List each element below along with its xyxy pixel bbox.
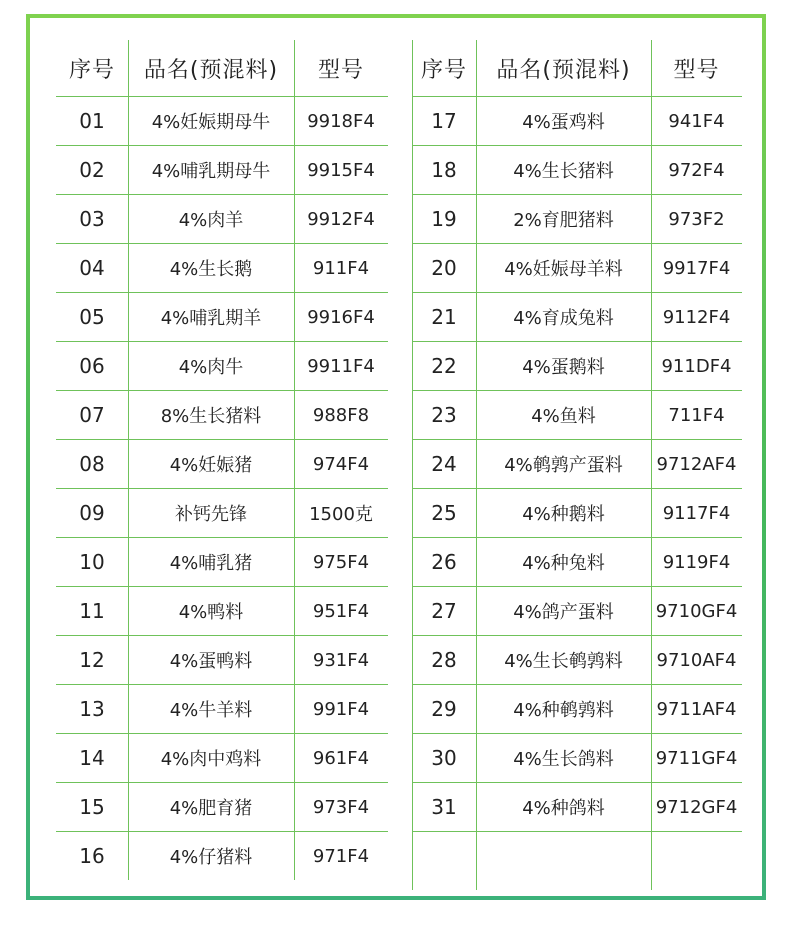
row-model: 941F4 [668, 110, 725, 132]
table-row [412, 146, 742, 195]
table-row [56, 195, 388, 244]
row-seq: 29 [431, 697, 457, 721]
table-row [412, 195, 742, 244]
row-seq: 02 [79, 158, 105, 182]
row-name: 4%生长鸽料 [513, 749, 614, 770]
row-name: 4%哺乳期母牛 [151, 161, 271, 182]
row-name: 4%生长鹌鹑料 [504, 651, 623, 672]
row-seq: 30 [431, 746, 457, 770]
row-model: 973F4 [312, 796, 370, 818]
table-row [412, 440, 742, 489]
table-row [412, 587, 742, 636]
row-seq: 22 [431, 354, 457, 378]
row-name: 4%种鹅料 [522, 504, 605, 525]
header-seq: 序号 [420, 57, 467, 83]
left-table-panel [56, 40, 388, 880]
row-seq: 18 [431, 158, 457, 182]
row-name: 4%哺乳猪 [169, 553, 253, 574]
table-row [56, 783, 388, 832]
row-seq: 17 [431, 109, 457, 133]
row-name: 4%生长鹅 [169, 259, 253, 280]
row-seq: 03 [79, 207, 105, 231]
row-name: 4%肉牛 [178, 357, 244, 378]
table-row [56, 587, 388, 636]
row-seq: 27 [431, 599, 457, 623]
row-name: 4%鸽产蛋料 [513, 602, 614, 623]
column-divider [294, 40, 295, 880]
table-row [412, 97, 742, 146]
row-name: 4%生长猪料 [513, 161, 614, 182]
row-model: 9112F4 [662, 306, 731, 328]
row-model: 1500克 [309, 504, 373, 525]
row-name: 4%仔猪料 [169, 847, 253, 868]
row-seq: 04 [79, 256, 105, 280]
row-seq: 15 [79, 795, 105, 819]
row-seq: 26 [431, 550, 457, 574]
row-model: 961F4 [312, 747, 370, 769]
row-name [476, 832, 651, 880]
table-row [56, 97, 388, 146]
table-row [56, 489, 388, 538]
row-name: 4%肥育猪 [169, 798, 253, 819]
row-seq: 12 [79, 648, 105, 672]
row-name: 4%育成兔料 [513, 308, 614, 329]
row-seq: 10 [79, 550, 105, 574]
row-seq: 13 [79, 697, 105, 721]
row-name: 4%蛋鹅料 [522, 357, 605, 378]
row-seq [412, 832, 476, 880]
row-seq: 24 [431, 452, 457, 476]
row-name: 4%鹌鹑产蛋料 [504, 455, 623, 476]
row-model: 9912F4 [307, 208, 375, 230]
row-model: 9915F4 [307, 159, 375, 181]
row-name: 4%妊娠期母牛 [151, 112, 271, 133]
row-seq: 20 [431, 256, 457, 280]
row-seq: 11 [79, 599, 105, 623]
table-row [56, 342, 388, 391]
table-row [412, 832, 742, 880]
row-seq: 14 [79, 746, 105, 770]
row-seq: 07 [79, 403, 105, 427]
row-name: 2%育肥猪料 [513, 210, 614, 231]
header-seq: 序号 [68, 57, 115, 83]
row-name: 8%生长猪料 [160, 406, 262, 427]
table-row [412, 685, 742, 734]
column-divider [412, 40, 413, 890]
row-name: 4%种鹌鹑料 [513, 700, 614, 721]
table-header [412, 40, 742, 97]
row-model: 9712AF4 [656, 453, 737, 475]
row-seq: 28 [431, 648, 457, 672]
row-name: 4%鸭料 [178, 602, 244, 623]
table-row [412, 783, 742, 832]
row-seq: 05 [79, 305, 105, 329]
header-name: 品名(预混料) [143, 57, 279, 83]
row-seq: 19 [431, 207, 457, 231]
table-row [56, 244, 388, 293]
row-model: 9712GF4 [655, 796, 738, 818]
row-model: 9710GF4 [655, 600, 738, 622]
row-name: 4%肉羊 [178, 210, 244, 231]
row-model: 9917F4 [662, 257, 731, 279]
right-table-body [412, 97, 742, 880]
table-row [412, 636, 742, 685]
table-header [56, 40, 388, 97]
row-model: 9711AF4 [656, 698, 737, 720]
row-model: 971F4 [312, 845, 370, 867]
table-row [56, 440, 388, 489]
row-seq: 16 [79, 844, 105, 868]
row-model: 931F4 [312, 649, 370, 671]
row-model: 988F8 [312, 404, 370, 426]
row-name: 4%肉中鸡料 [160, 749, 262, 770]
table-row [412, 538, 742, 587]
table-row [56, 146, 388, 195]
row-seq: 06 [79, 354, 105, 378]
row-name: 4%蛋鸭料 [169, 651, 253, 672]
row-name: 4%哺乳期羊 [160, 308, 262, 329]
header-model: 型号 [317, 57, 364, 83]
row-model: 911F4 [312, 257, 370, 279]
table-row [56, 636, 388, 685]
row-model: 711F4 [668, 404, 725, 426]
column-divider [651, 40, 652, 890]
row-seq: 08 [79, 452, 105, 476]
row-model [651, 832, 742, 880]
row-model: 9119F4 [662, 551, 731, 573]
row-model: 9711GF4 [655, 747, 738, 769]
row-name: 4%种兔料 [522, 553, 605, 574]
row-model: 9911F4 [307, 355, 375, 377]
row-model: 911DF4 [661, 355, 732, 377]
table-row [56, 685, 388, 734]
column-divider [476, 40, 477, 890]
row-name: 4%鱼料 [531, 406, 596, 427]
table-row [412, 293, 742, 342]
column-divider [128, 40, 129, 880]
table-row [56, 734, 388, 783]
table-row [56, 391, 388, 440]
table-row [412, 734, 742, 783]
row-name: 4%蛋鸡料 [522, 112, 605, 133]
row-name: 4%种鸽料 [522, 798, 605, 819]
row-seq: 21 [431, 305, 457, 329]
row-model: 973F2 [668, 208, 725, 230]
row-model: 974F4 [312, 453, 370, 475]
row-name: 4%牛羊料 [169, 700, 253, 721]
table-row [56, 293, 388, 342]
row-seq: 01 [79, 109, 105, 133]
row-model: 951F4 [312, 600, 370, 622]
header-name: 品名(预混料) [496, 57, 631, 83]
table-row [56, 538, 388, 587]
row-model: 991F4 [312, 698, 370, 720]
row-seq: 31 [431, 795, 457, 819]
row-name: 补钙先锋 [175, 504, 247, 525]
table-row [412, 489, 742, 538]
table-row [412, 244, 742, 293]
row-model: 9918F4 [307, 110, 375, 132]
row-model: 9916F4 [307, 306, 375, 328]
row-name: 4%妊娠母羊料 [504, 259, 623, 280]
row-seq: 25 [431, 501, 457, 525]
table-row [412, 391, 742, 440]
table-row [56, 832, 388, 880]
left-table-body [56, 97, 388, 880]
row-model: 9117F4 [662, 502, 731, 524]
row-seq: 23 [431, 403, 457, 427]
row-model: 972F4 [668, 159, 725, 181]
row-seq: 09 [79, 501, 105, 525]
row-name: 4%妊娠猪 [169, 455, 253, 476]
header-model: 型号 [673, 57, 720, 83]
row-model: 9710AF4 [656, 649, 737, 671]
table-row [412, 342, 742, 391]
right-table-panel [412, 40, 742, 880]
row-model: 975F4 [312, 551, 370, 573]
